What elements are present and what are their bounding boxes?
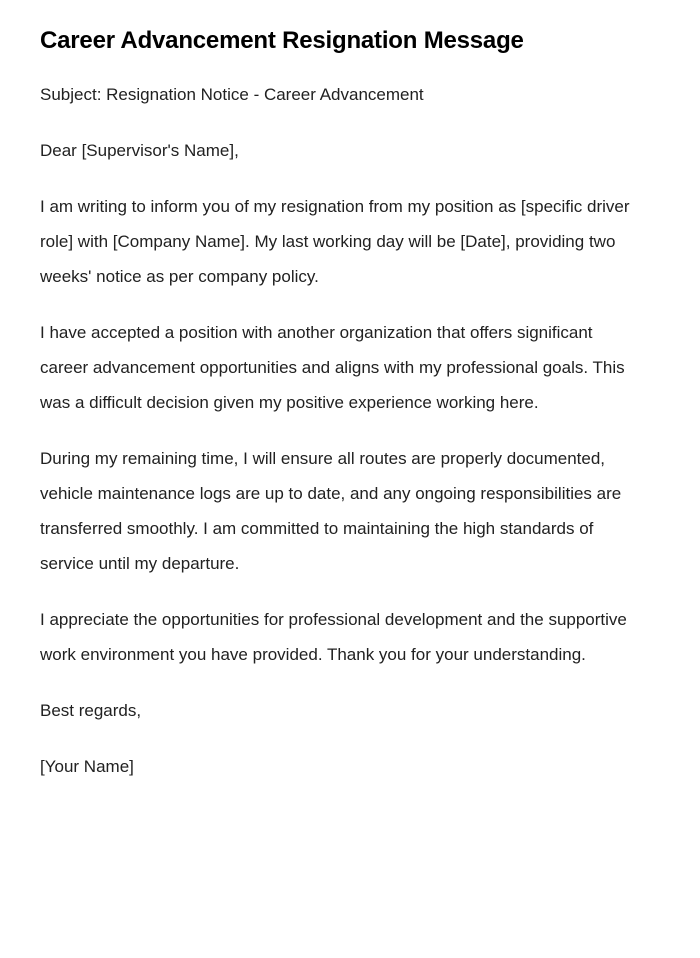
subject-line: Subject: Resignation Notice - Career Advancement bbox=[40, 85, 424, 104]
salutation: Dear [Supervisor's Name], bbox=[40, 141, 239, 160]
body-paragraph-2: I have accepted a position with another organization that offers significant career advancement opportunities and aligns with my professional goals. This was a difficult decision given my positive experience working here. bbox=[40, 323, 625, 412]
body-paragraph-3: During my remaining time, I will ensure all routes are properly documented, vehicle maintenance logs are up to date, and any ongoing responsibilities are transferred smoothly. I am committed to maintaining the high standards of service until my departure. bbox=[40, 449, 622, 573]
body-paragraph-4: I appreciate the opportunities for professional development and the supportive work environment you have provided. Thank you for your understanding. bbox=[40, 610, 627, 664]
signature-placeholder: [Your Name] bbox=[40, 757, 134, 776]
page-title: Career Advancement Resignation Message bbox=[40, 27, 524, 54]
closing-line: Best regards, bbox=[40, 701, 142, 720]
body-paragraph-1: I am writing to inform you of my resignation from my position as [specific driver role] with [Company Name]. My last working day will be [Date], providing two weeks' notice as per company policy. bbox=[40, 197, 630, 286]
